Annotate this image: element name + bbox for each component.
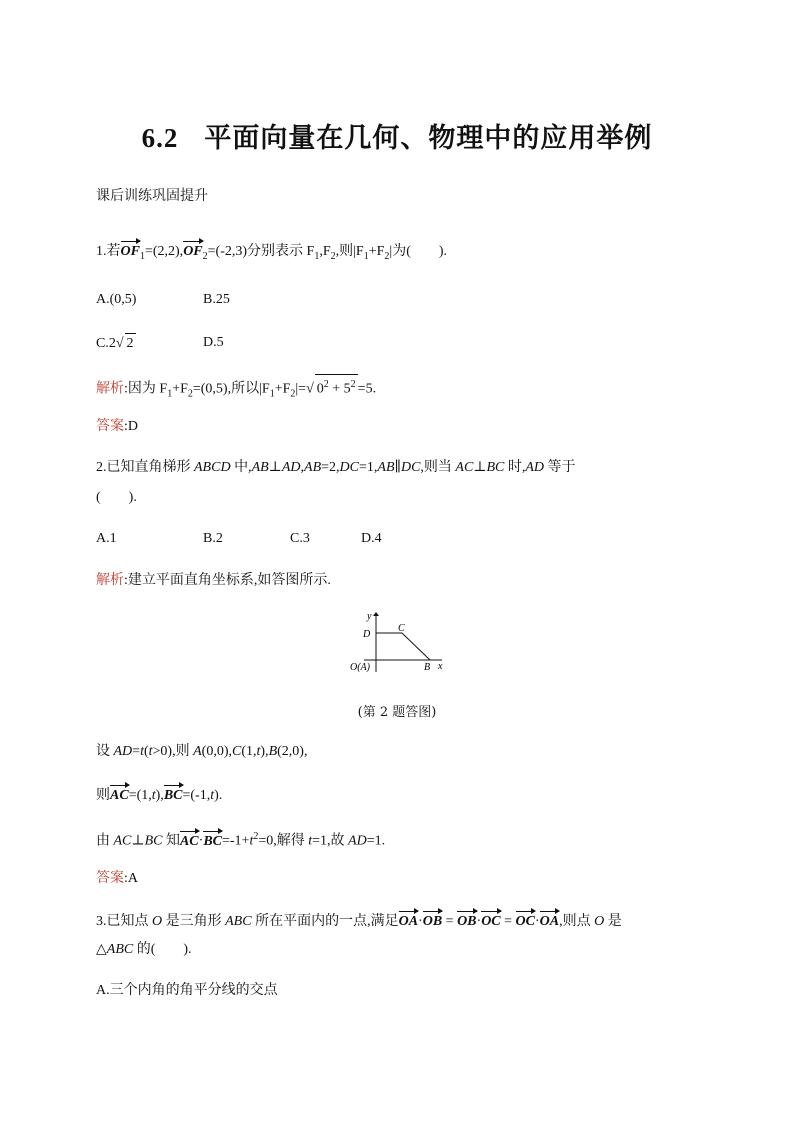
q1-option-d: D.5 (203, 335, 224, 350)
q1-answer: 答案:D (96, 419, 138, 434)
q2-step2: 则AC=(1,t),BC=(-1,t). (96, 784, 222, 806)
q2-option-c: C.3 (290, 531, 310, 546)
q3-stem-line2: △ABC 的( ). (96, 942, 192, 957)
q3-stem-line1: 3.已知点 O 是三角形 ABC 所在平面内的一点,满足OA·OB = OB·OC = OC·OA,则点 O 是 (96, 910, 622, 932)
q1-option-a: A.(0,5) (96, 292, 137, 307)
q2-step1: 设 AD=t(t>0),则 A(0,0),C(1,t),B(2,0), (96, 744, 308, 759)
section-heading: 课后训练巩固提升 (96, 188, 208, 204)
q2-option-b: B.2 (203, 531, 223, 546)
analysis-label: 解析 (96, 381, 124, 397)
q2-stem-line2: ( ). (96, 490, 137, 505)
figure-caption: (第 2 题答图) (357, 705, 437, 720)
section-number: 6.2 (141, 123, 179, 153)
q1-analysis: 解析:因为 $F_1+F_2=(0,5)$,所以$|F_1+F_2|=√$ $0^2 + 5^2 =5$. (96, 374, 376, 404)
q2-option-a: A.1 (96, 531, 117, 546)
q1-stem: 1.若$OF_1=(2,2),OF_2=(-2,3)$分别表示 $F_1,F_2$,则$|F_1+F_2|$为( ). (96, 240, 447, 267)
y-axis-label: y (367, 612, 372, 622)
point-c-label: C (398, 623, 405, 634)
q2-step3: 由 AC⊥BC 知$AC\cdot BC=-1+t^2=0$,解得 t=1,故 AD=1. (96, 827, 385, 852)
origin-label: O(A) (350, 662, 370, 673)
q1-option-b: B.25 (203, 292, 230, 307)
q2-analysis: 解析:建立平面直角坐标系,如答图所示. (96, 573, 331, 588)
point-b-label: B (424, 662, 431, 673)
x-axis-label: x (438, 661, 443, 672)
q2-answer: 答案:A (96, 871, 138, 886)
q2-option-d: D.4 (361, 531, 382, 546)
trapezoid-figure (350, 612, 450, 694)
q2-stem-line1: 2.已知直角梯形 ABCD 中,AB⊥AD,AB=2,DC=1,AB∥DC,则当 AC⊥BC 时,AD 等于 (96, 460, 576, 475)
page-title (0, 116, 794, 155)
point-d-label: D (363, 629, 371, 640)
q1-option-c: C.2√ 2 (96, 333, 136, 354)
q3-option-a: A.三个内角的角平分线的交点 (96, 983, 278, 998)
title-text: 平面向量在几何、物理中的应用举例 (204, 123, 653, 154)
